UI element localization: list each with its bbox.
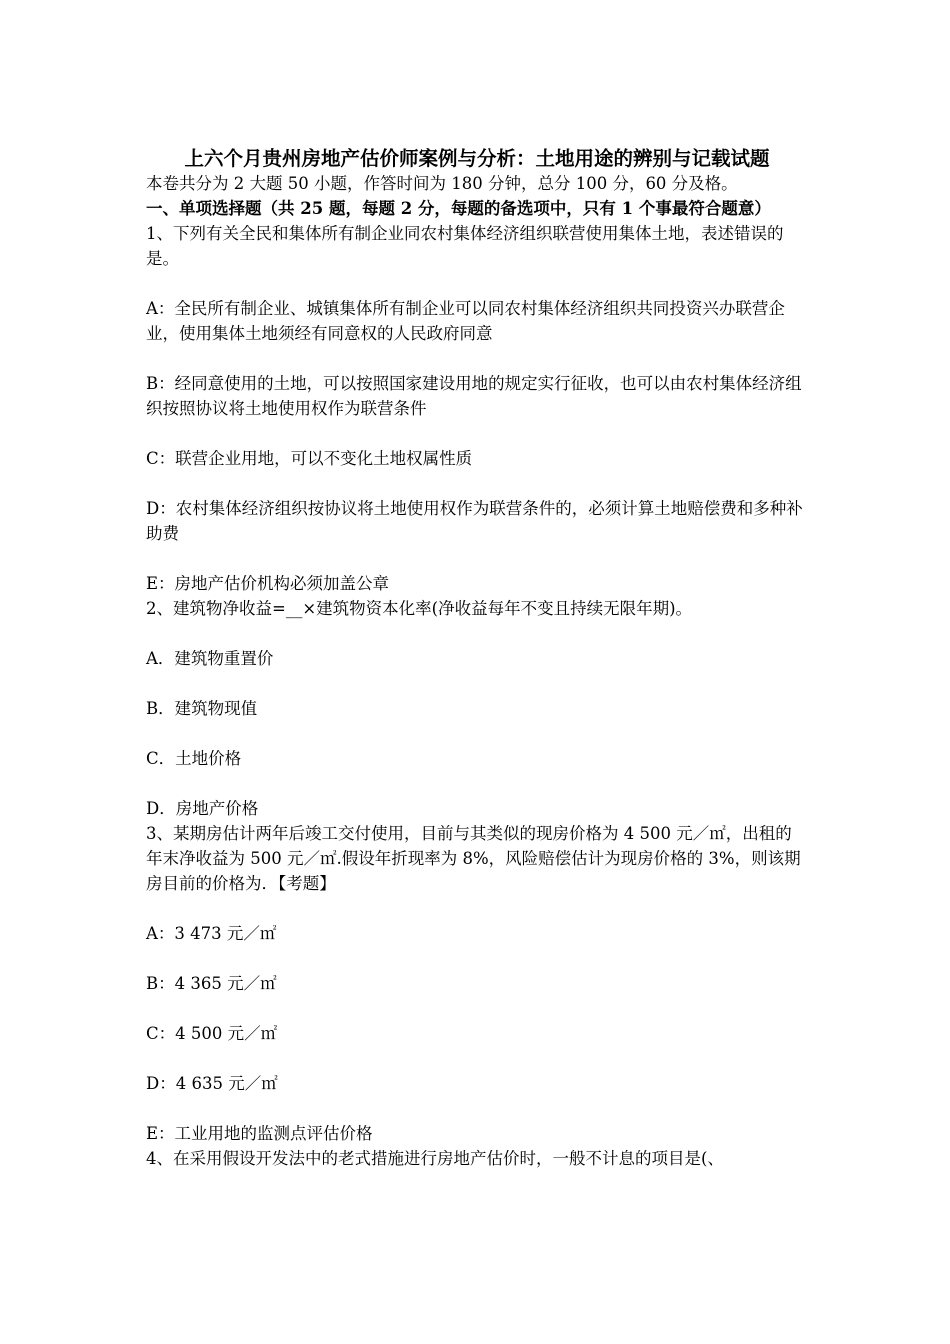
- question-option: C．土地价格: [146, 749, 242, 768]
- question-option: A．建筑物重置价: [146, 649, 274, 668]
- question-stem: 3、某期房估计两年后竣工交付使用，目前与其类似的现房价格为 4 500 元／㎡，出租的年末净收益为 500 元／㎡.假设年折现率为 8%，风险赔偿估计为现房价格的 3%，则该期房目前的价格为．【考题】: [146, 824, 801, 893]
- question-stem: 2、建筑物净收益=__×建筑物资本化率(净收益每年不变且持续无限年期)。: [146, 599, 693, 618]
- question-option: C：4 500 元／㎡: [146, 1024, 278, 1043]
- question-1: [146, 221, 808, 596]
- question-option: B．建筑物现值: [146, 699, 258, 718]
- document-page: [146, 146, 808, 1171]
- question-3: [146, 821, 808, 1146]
- question-option: D：农村集体经济组织按协议将土地使用权作为联营条件的，必须计算土地赔偿费和多种补助费: [146, 499, 803, 543]
- question-option: D．房地产价格: [146, 799, 259, 818]
- question-option: C：联营企业用地，可以不变化土地权属性质: [146, 449, 473, 468]
- section-heading: 一、单项选择题（共 25 题，每题 2 分，每题的备选项中，只有 1 个事最符合题意）: [146, 199, 771, 218]
- question-stem: 1、下列有关全民和集体所有制企业同农村集体经济组织联营使用集体土地，表述错误的是。: [146, 224, 784, 268]
- question-option: A：3 473 元／㎡: [146, 924, 277, 943]
- question-option: D：4 635 元／㎡: [146, 1074, 278, 1093]
- exam-intro: 本卷共分为 2 大题 50 小题，作答时间为 180 分钟，总分 100 分，60 分及格。: [146, 174, 738, 193]
- question-option: E：工业用地的监测点评估价格: [146, 1124, 373, 1143]
- document-title: 上六个月贵州房地产估价师案例与分析：土地用途的辨别与记载试题: [184, 147, 770, 170]
- question-option: B：经同意使用的土地，可以按照国家建设用地的规定实行征收，也可以由农村集体经济组织按照协议将土地使用权作为联营条件: [146, 374, 802, 418]
- question-option: B：4 365 元／㎡: [146, 974, 277, 993]
- question-stem: 4、在采用假设开发法中的老式措施进行房地产估价时，一般不计息的项目是(、: [146, 1149, 724, 1168]
- question-option: E：房地产估价机构必须加盖公章: [146, 574, 390, 593]
- question-2: [146, 596, 808, 821]
- question-4: [146, 1146, 808, 1171]
- question-option: A：全民所有制企业、城镇集体所有制企业可以同农村集体经济组织共同投资兴办联营企业，使用集体土地须经有同意权的人民政府同意: [146, 299, 785, 343]
